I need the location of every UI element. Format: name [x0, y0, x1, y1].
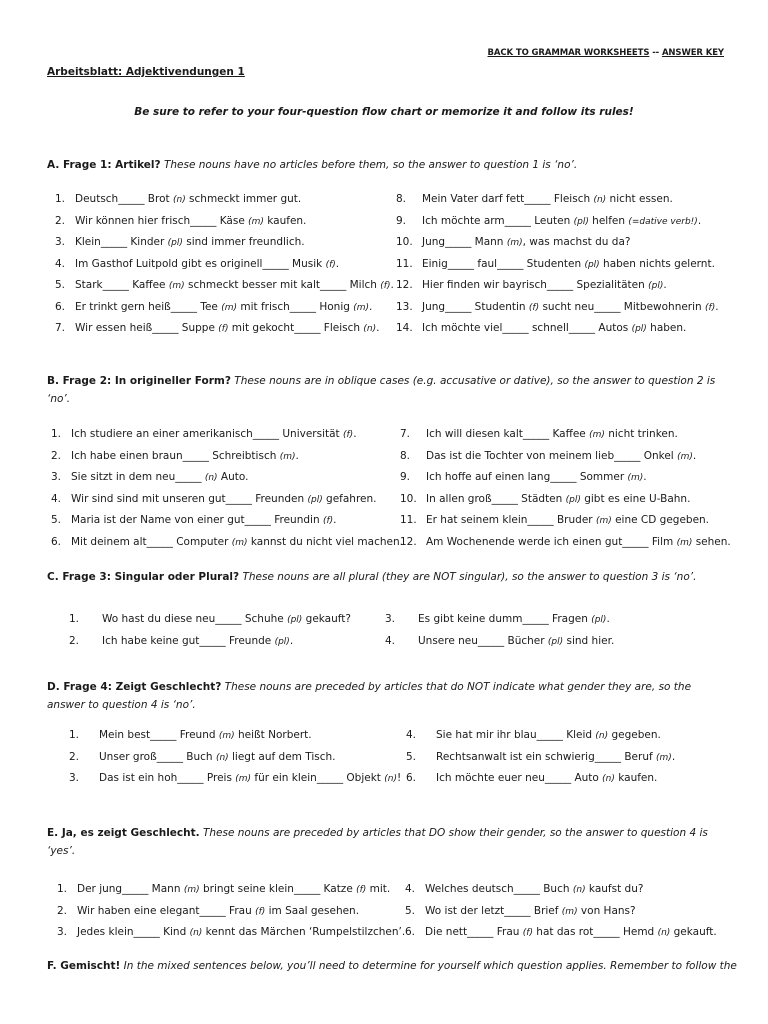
gender-annotation: (m) [168, 281, 185, 291]
sentence-text: gefahren. [322, 492, 377, 505]
gender-annotation: (pl) [584, 259, 600, 270]
section-label: C. Frage 3: Singular oder Plural? [47, 571, 240, 583]
section-label: A. Frage 1: Artikel? [47, 159, 161, 171]
sentence-text: Ich habe keine gut_____ Freunde [102, 634, 275, 647]
exercise-number: 14. [396, 322, 413, 334]
exercise-item [385, 631, 614, 653]
sentence-text: ! [397, 772, 402, 784]
gender-annotation: (m) [353, 302, 370, 313]
exercise-item [69, 631, 351, 653]
sentence-text: Mit deinem alt_____ Computer [71, 535, 232, 548]
exercise-item [57, 879, 405, 901]
sentence-text: Die nett_____ Frau [425, 926, 523, 938]
right-column [405, 879, 717, 944]
sentence-text: sehen. [692, 535, 731, 548]
exercise-item [69, 725, 401, 747]
exercise-item [51, 424, 403, 446]
sentence-text: mit frisch_____ Honig [237, 300, 354, 313]
section-heading [47, 824, 727, 860]
exercise-number: 6. [55, 300, 66, 313]
sentence-text: liegt auf dem Tisch. [228, 750, 336, 763]
sentence-text: kaufst du? [585, 883, 644, 895]
exercise-number: 8. [396, 193, 407, 205]
exercise-number: 2. [57, 904, 68, 917]
exercise-item [400, 446, 731, 468]
gender-annotation: (f) [322, 516, 334, 526]
section-description: These nouns have no articles before them, so the answer to question 1 is ‘no’. [160, 159, 578, 171]
section-e [47, 824, 727, 938]
exercise-item [51, 510, 403, 532]
sentence-text: haben nichts gelernt. [599, 257, 715, 270]
sentence-text: Er trinkt gern heiß_____ Tee [75, 300, 222, 313]
exercise-number: 5. [406, 750, 417, 763]
sentence-text: schmeckt immer gut. [185, 193, 302, 205]
sentence-text: Wir haben eine elegant_____ Frau [77, 904, 256, 917]
sentence-text: für ein klein_____ Objekt [251, 772, 385, 784]
exercise-number: 6. [51, 535, 62, 548]
back-to-grammar-worksheets-link[interactable]: BACK TO GRAMMAR WORKSHEETS [487, 48, 650, 58]
right-column [396, 189, 719, 340]
sentence-text: Jung_____ Mann [422, 236, 507, 248]
sentence-text: . [390, 279, 394, 291]
gender-annotation: (pl) [167, 238, 183, 248]
sentence-text: kannst du nicht viel machen. [247, 535, 403, 548]
gender-annotation: (m) [279, 451, 296, 462]
gender-annotation: (=dative verb!) [628, 216, 698, 227]
exercise-number: 5. [55, 279, 66, 291]
gender-annotation: (n) [572, 885, 586, 895]
gender-annotation: (n) [657, 928, 671, 938]
section-b [47, 372, 731, 548]
sentence-text: Der jung_____ Mann [77, 883, 184, 895]
sentence-text: Wir können hier frisch_____ Käse [75, 214, 249, 227]
sentence-text: hat das rot_____ Hemd [532, 926, 658, 938]
exercise-item [405, 922, 717, 944]
sentence-text: kaufen. [614, 772, 658, 784]
gender-annotation: (m) [627, 473, 644, 483]
sentence-text: haben. [646, 322, 687, 334]
sentence-text: Ich studiere an einer amerikanisch_____ Universität [71, 428, 343, 440]
section-heading [47, 678, 727, 714]
sentence-text: nicht essen. [606, 193, 673, 205]
gender-annotation: (f) [343, 430, 354, 440]
sentence-text: . [663, 279, 667, 291]
sentence-text: im Saal gesehen. [265, 904, 360, 917]
exercise-item [396, 297, 719, 319]
sentence-text: Wo hast du diese neu_____ Schuhe [102, 613, 288, 625]
right-column [400, 424, 731, 553]
sentence-text: . [335, 257, 340, 270]
exercise-item [55, 318, 394, 340]
exercise-number: 3. [69, 772, 80, 784]
exercise-item [396, 211, 719, 233]
exercise-item [400, 489, 731, 511]
exercise-item [396, 318, 719, 340]
sentence-text: Wir sind sind mit unseren gut_____ Freunden [71, 492, 308, 505]
section-description: These nouns are preceded by articles that DO show their gender, so the answer to question 4 is ‘yes’. [47, 827, 708, 857]
exercise-number: 4. [405, 883, 416, 895]
sentence-text: Einig_____ faul_____ Studenten [422, 257, 585, 270]
gender-annotation: (pl) [307, 494, 323, 505]
sentence-text: Ich möchte viel_____ schnell_____ Autos [422, 322, 632, 334]
gender-annotation: (pl) [591, 615, 607, 625]
exercise-item [69, 768, 401, 790]
sentence-text: Er hat seinem klein_____ Bruder [426, 514, 596, 526]
gender-annotation: (n) [363, 324, 377, 334]
sentence-text: Am Wochenende werde ich einen gut_____ Film [426, 535, 677, 548]
section-description: In the mixed sentences below, you’ll need to determine for yourself which question applies. Remember to follow the [120, 960, 737, 972]
gender-annotation: (n) [189, 928, 203, 938]
gender-annotation: (f) [528, 302, 540, 313]
exercise-number: 12. [396, 279, 413, 291]
sentence-text: kaufen. [263, 214, 307, 227]
sentence-text: Rechtsanwalt ist ein schwierig_____ Beruf [436, 750, 657, 763]
sentence-text: Ich möchte euer neu_____ Auto [436, 772, 603, 784]
left-column [69, 609, 351, 652]
left-column [55, 189, 394, 340]
sentence-text: . [376, 322, 380, 334]
exercise-item [396, 275, 719, 297]
right-column [406, 725, 675, 790]
answer-key-link[interactable]: ANSWER KEY [661, 48, 724, 58]
gender-annotation: (f) [356, 885, 367, 895]
sentence-text: Mein best_____ Freund [99, 729, 219, 741]
sentence-text: gibt es eine U-Bahn. [580, 492, 691, 505]
section-label: E. Ja, es zeigt Geschlecht. [47, 827, 200, 839]
top-links [488, 48, 724, 58]
gender-annotation: (m) [248, 216, 264, 227]
right-column [385, 609, 614, 652]
gender-annotation: (pl) [565, 494, 581, 505]
exercise-item [400, 532, 731, 554]
gender-annotation: (n) [595, 731, 609, 741]
gender-annotation: (m) [506, 238, 523, 248]
gender-annotation: (m) [231, 537, 248, 548]
sentence-text: . [643, 471, 647, 483]
sentence-text: Auto. [217, 471, 249, 483]
sentence-text: Wo ist der letzt_____ Brief [425, 904, 562, 917]
exercise-number: 5. [405, 904, 416, 917]
section-heading [47, 372, 727, 408]
gender-annotation: (m) [183, 885, 200, 895]
exercise-number: 1. [57, 883, 68, 895]
section-f [47, 957, 737, 975]
sentence-text: . [333, 514, 337, 526]
gender-annotation: (n) [172, 195, 186, 205]
exercise-number: 10. [396, 236, 413, 248]
gender-annotation: (m) [218, 731, 235, 741]
sentence-text: Deutsch_____ Brot [75, 193, 173, 205]
sentence-text: sucht neu_____ Mitbewohnerin [539, 300, 706, 313]
exercise-number: 6. [406, 772, 417, 784]
sentence-text: Das ist die Tochter von meinem lieb_____ Onkel [426, 449, 678, 462]
exercise-item [55, 275, 394, 297]
sentence-text: von Hans? [577, 904, 636, 917]
gender-annotation: (m) [656, 752, 672, 763]
section-label: B. Frage 2: In origineller Form? [47, 375, 231, 387]
sentence-text: gekauft? [302, 613, 351, 625]
sentence-text: gegeben. [608, 729, 661, 741]
section-d [47, 678, 727, 784]
left-column [57, 879, 405, 944]
gender-annotation: (m) [221, 302, 237, 313]
gender-annotation: (m) [677, 451, 693, 462]
gender-annotation: (n) [204, 473, 218, 483]
exercise-number: 2. [69, 750, 80, 763]
sentence-text: Welches deutsch_____ Buch [425, 883, 573, 895]
exercise-item [55, 232, 394, 254]
exercise-item [405, 901, 717, 923]
exercise-number: 1. [55, 193, 66, 205]
exercise-number: 3. [51, 471, 62, 483]
exercise-number: 9. [396, 214, 407, 227]
gender-annotation: (f) [325, 259, 336, 270]
gender-annotation: (pl) [547, 636, 564, 647]
sentence-text: Es gibt keine dumm_____ Fragen [418, 613, 592, 625]
exercise-item [51, 446, 403, 468]
gender-annotation: (pl) [274, 636, 290, 647]
gender-annotation: (pl) [631, 324, 647, 334]
gender-annotation: (m) [561, 906, 578, 917]
exercise-item [51, 467, 403, 489]
sentence-text: helfen [588, 214, 629, 227]
gender-annotation: (f) [255, 906, 266, 917]
sentence-text: eine CD gegeben. [611, 514, 710, 526]
gender-annotation: (n) [602, 774, 615, 784]
section-description: These nouns are preceded by articles that do NOT indicate what gender they are, so the answer to question 4 is ‘no’. [47, 681, 692, 711]
gender-annotation: (m) [595, 516, 612, 526]
exercise-item [406, 768, 675, 790]
sentence-text: Hier finden wir bayrisch_____ Spezialitäten [422, 279, 649, 291]
section-a [47, 156, 727, 334]
left-column [69, 725, 401, 790]
sentence-text: . [289, 634, 294, 647]
gender-annotation: (n) [593, 195, 607, 205]
exercise-item [51, 489, 403, 511]
exercise-number: 4. [385, 634, 396, 647]
exercise-item [69, 747, 401, 769]
exercise-number: 3. [385, 613, 396, 625]
exercise-item [69, 609, 351, 631]
gender-annotation: (f) [705, 302, 716, 313]
instruction-text: Be sure to refer to your four-question flow chart or memorize it and follow its rules! [134, 106, 634, 118]
gender-annotation: (pl) [287, 615, 303, 625]
exercise-number: 13. [396, 300, 413, 313]
gender-annotation: (pl) [648, 281, 664, 291]
exercise-item [51, 532, 403, 554]
exercise-number: 3. [55, 236, 66, 248]
gender-annotation: (m) [676, 537, 693, 548]
exercise-number: 7. [400, 428, 411, 440]
section-description: These nouns are all plural (they are NOT singular), so the answer to question 3 is ‘no’. [239, 571, 697, 583]
sentence-text: Ich habe einen braun_____ Schreibtisch [71, 449, 280, 462]
exercise-item [55, 297, 394, 319]
section-heading [47, 568, 727, 586]
left-column [51, 424, 403, 553]
gender-annotation: (f) [522, 928, 533, 938]
sentence-text: Ich will diesen kalt_____ Kaffee [426, 428, 590, 440]
exercise-number: 4. [55, 257, 66, 270]
exercise-item [396, 232, 719, 254]
exercise-number: 8. [400, 449, 411, 462]
exercise-number: 4. [406, 729, 417, 741]
sentence-text: sind immer freundlich. [182, 236, 305, 248]
exercise-number: 6. [405, 926, 416, 938]
exercise-item [400, 424, 731, 446]
sentence-text: . [715, 300, 719, 313]
exercise-item [55, 254, 394, 276]
exercise-number: 3. [57, 926, 68, 938]
sentence-text: , was machst du da? [522, 236, 631, 248]
sentence-text: mit. [366, 883, 391, 895]
link-separator: -- [649, 48, 662, 58]
gender-annotation: (f) [218, 324, 229, 334]
gender-annotation: (m) [589, 430, 605, 440]
exercise-number: 11. [400, 514, 417, 526]
sentence-text: kennt das Märchen ‘Rumpelstilzchen’. [202, 926, 406, 938]
exercise-number: 7. [55, 322, 66, 334]
exercise-item [55, 211, 394, 233]
sentence-text: mit gekocht_____ Fleisch [228, 322, 364, 334]
sentence-text: sind hier. [563, 634, 615, 647]
gender-annotation: (n) [384, 774, 397, 784]
gender-annotation: (f) [380, 281, 391, 291]
sentence-text: Ich möchte arm_____ Leuten [422, 214, 574, 227]
sentence-text: Unser groß_____ Buch [99, 750, 216, 763]
exercise-number: 5. [51, 514, 62, 526]
exercise-number: 4. [51, 492, 62, 505]
sentence-text: gekauft. [670, 926, 717, 938]
sentence-text: Sie hat mir ihr blau_____ Kleid [436, 729, 596, 741]
exercise-item [400, 467, 731, 489]
sentence-text: . [697, 214, 702, 227]
sentence-text: Ich hoffe auf einen lang_____ Sommer [426, 471, 628, 483]
exercise-item [405, 879, 717, 901]
sentence-text: Jung_____ Studentin [422, 300, 529, 313]
exercise-number: 2. [51, 449, 62, 462]
exercise-item [406, 747, 675, 769]
exercise-item [406, 725, 675, 747]
sentence-text: heißt Norbert. [234, 729, 312, 741]
sentence-text: Unsere neu_____ Bücher [418, 634, 548, 647]
worksheet-title: Arbeitsblatt: Adjektivendungen 1 [47, 66, 245, 78]
exercise-number: 10. [400, 492, 417, 505]
exercise-item [57, 922, 405, 944]
exercise-number: 2. [55, 214, 66, 227]
sentence-text: . [353, 428, 357, 440]
gender-annotation: (n) [215, 752, 229, 763]
sentence-text: Sie sitzt in dem neu_____ [71, 471, 205, 483]
exercise-item [400, 510, 731, 532]
section-heading [47, 957, 737, 975]
sentence-text: Stark_____ Kaffee [75, 279, 169, 291]
section-heading [47, 156, 727, 174]
section-description: These nouns are in oblique cases (e.g. accusative or dative), so the answer to question 2 is ‘no’. [47, 375, 716, 405]
sentence-text: Klein_____ Kinder [75, 236, 168, 248]
exercise-number: 1. [51, 428, 62, 440]
sentence-text: schmeckt besser mit kalt_____ Milch [184, 279, 381, 291]
exercise-number: 11. [396, 257, 413, 270]
exercise-item [396, 254, 719, 276]
exercise-item [55, 189, 394, 211]
section-c [47, 568, 727, 647]
gender-annotation: (m) [235, 774, 252, 784]
sentence-text: Im Gasthof Luitpold gibt es originell_____ Musik [75, 257, 326, 270]
sentence-text: . [606, 613, 610, 625]
sentence-text: Wir essen heiß_____ Suppe [75, 322, 219, 334]
sentence-text: bringt seine klein_____ Katze [199, 883, 357, 895]
exercise-number: 2. [69, 634, 80, 647]
exercise-item [385, 609, 614, 631]
sentence-text: In allen groß_____ Städten [426, 492, 566, 505]
sentence-text: . [671, 750, 676, 763]
exercise-number: 12. [400, 535, 417, 548]
gender-annotation: (pl) [573, 216, 589, 227]
sentence-text: Maria ist der Name von einer gut_____ Freundin [71, 514, 323, 526]
sentence-text: Mein Vater darf fett_____ Fleisch [422, 193, 594, 205]
sentence-text: nicht trinken. [604, 428, 678, 440]
sentence-text: . [369, 300, 373, 313]
exercise-number: 1. [69, 729, 80, 741]
exercise-item [57, 901, 405, 923]
sentence-text: . [295, 449, 299, 462]
sentence-text: Jedes klein_____ Kind [77, 926, 190, 938]
sentence-text: . [692, 449, 697, 462]
exercise-number: 1. [69, 613, 80, 625]
exercise-number: 9. [400, 471, 411, 483]
section-label: D. Frage 4: Zeigt Geschlecht? [47, 681, 222, 693]
section-label: F. Gemischt! [47, 960, 121, 972]
sentence-text: Das ist ein hoh_____ Preis [99, 772, 236, 784]
exercise-item [396, 189, 719, 211]
